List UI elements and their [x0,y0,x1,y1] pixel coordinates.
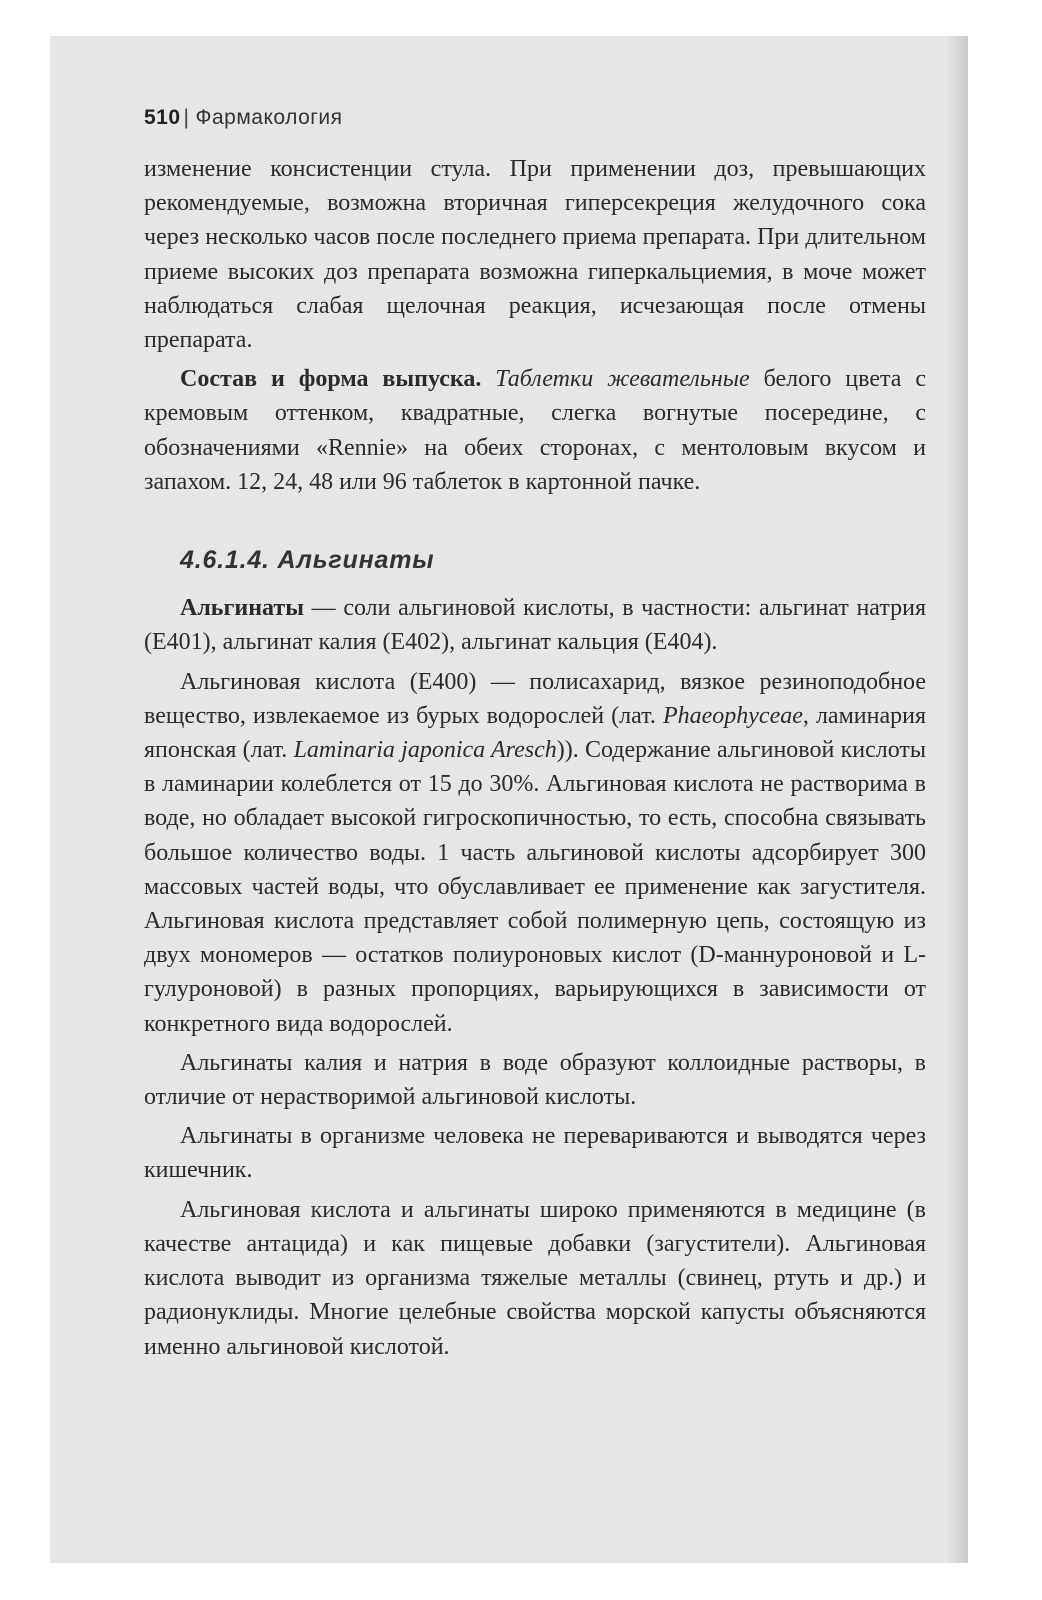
latin-name-phaeophyceae: Phaeophyceae [662,702,803,729]
alginic-acid-text-1: Альгиновая кислота (Е400) — полисахарид, вязкое резиноподобное вещество, извлекаемое из бурых водорослей (лат. [144,668,926,729]
alginic-acid-text-3: )). Содержание альгиновой кислоты в ламинарии колеблется от 15 до 30%. Альгиновая кислота не растворима в воде, но обладает высокой гигроскопичностью, то есть, способна связывать большое количество воды. 1 часть альгиновой кислоты адсорбирует 300 массовых частей воды, что обуславливает ее применение как загустителя. Альгиновая кислота представляет собой полимерную цепь, состоящую из двух мономеров — остатков полиуроновых кислот (D-маннуроновой и L-гулуроновой) в разных пропорциях, варьирующихся в зависимости от конкретного вида водорослей. [144,737,927,1037]
alginates-definition-text: — соли альгиновой кислоты, в частности: альгинат натрия (Е401), альгинат калия (Е402), альгинат кальция (Е404). [144,595,927,656]
paragraph-alginic-acid [144,665,926,1041]
latin-name-laminaria: Laminaria japonica Aresch [293,737,557,764]
paragraph-side-effects: изменение консистенции стула. При применении доз, превышающих рекомендуемые, возможна вторичная гиперсекреция желудочного сока через несколько часов после последнего приема препарата. При длительном приеме высоких доз препарата возможна гиперкальциемия, в моче может наблюдаться слабая щелочная реакция, исчезающая после отмены препарата. [144,156,926,354]
alginic-acid-text-2: , ламинария японская (лат. [144,702,926,764]
composition-lead: Состав и форма выпуска. [180,366,482,393]
running-head [144,106,343,130]
page-body [144,152,926,1369]
paragraph-applications: Альгиновая кислота и альгинаты широко применяются в медицине (в качестве антацида) и как пищевые добавки (загустители). Альгиновая кислота выводит из организма тяжелые металлы (свинец, ртуть и др.) и радионуклиды. Многие целебные свойства морской капусты объясняются именно альгиновой кислотой. [144,1196,926,1360]
paragraph-alginates-definition [144,591,926,659]
composition-italic: Таблетки жевательные [495,366,750,393]
paragraph-digestion: Альгинаты в организме человека не перевариваются и выводятся через кишечник. [144,1123,926,1184]
paragraph-colloids: Альгинаты калия и натрия в воде образуют коллоидные растворы, в отличие от нерастворимой альгиновой кислоты. [144,1049,926,1111]
book-title: Фармакология [195,106,343,129]
page-number: 510 [144,106,181,129]
section-heading: 4.6.1.4. Альгинаты [180,546,435,575]
book-page [50,36,968,1563]
alginates-lead: Альгинаты [180,595,304,622]
header-separator: | [183,106,190,129]
page-edge-shadow [946,36,968,1563]
composition-text: белого цвета с кремовым оттенком, квадратные, слегка вогнутые посередине, с обозначениями «Rennie» на обеих сторонах, с ментоловым вкусом и запахом. 12, 24, 48 или 96 таблеток в картонной пачке. [144,366,926,495]
paragraph-composition [144,362,926,499]
